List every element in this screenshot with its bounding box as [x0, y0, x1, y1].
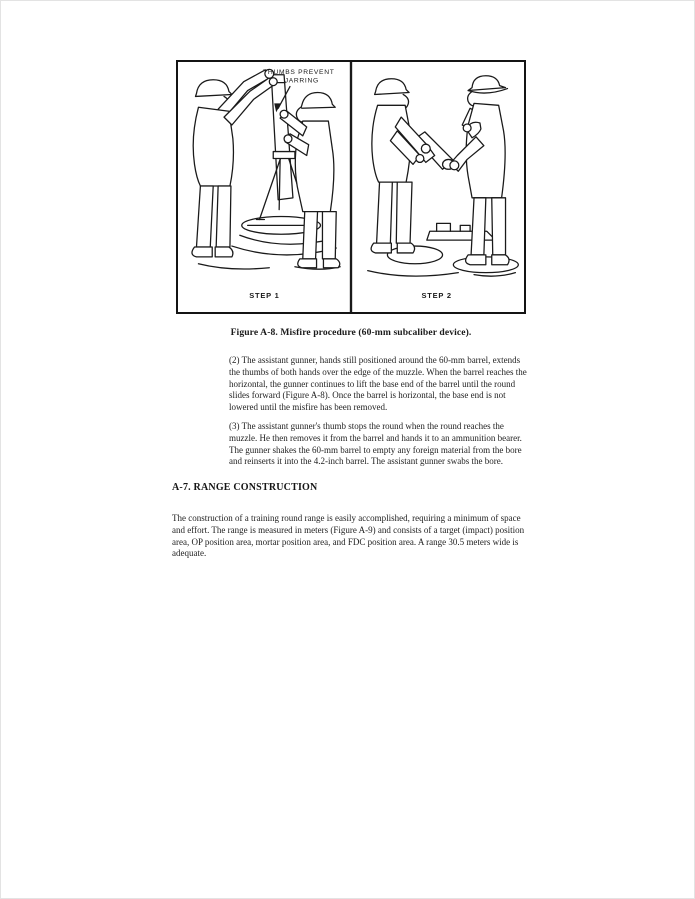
- section-heading-a7: A-7. RANGE CONSTRUCTION: [172, 482, 318, 493]
- step1-label: STEP 1: [249, 291, 280, 301]
- misfire-procedure-illustration: [178, 62, 524, 312]
- step2-label: STEP 2: [421, 291, 452, 301]
- annotation-thumbs-prevent: THUMBS PREVENT: [263, 68, 335, 76]
- step1-illustration: [192, 69, 340, 269]
- annotation-jarring: JARRING: [284, 77, 319, 85]
- figure-caption: Figure A-8. Misfire procedure (60-mm subcaliber device).: [230, 327, 472, 338]
- section-paragraph: The construction of a training round range is easily accomplished, requiring a minimum of space and effort. The range is measured in meters (Figure A-9) and consists of a target (impact) position area, OP position area, mortar position area, and FDC position area. A range 30.5 meters wide is adequate.: [172, 513, 525, 559]
- step2-illustration: [368, 76, 519, 276]
- figure-a8-image: [176, 60, 526, 314]
- paragraph-2: (2) The assistant gunner, hands still positioned around the 60-mm barrel, extends the thumbs of both hands over the edge of the muzzle. When the barrel reaches the horizontal, the gunner continues to lift the base end of the barrel until the round slides forward (Figure A-8). Once the barrel is horizontal, the base end is not lowered until the misfire has been removed.: [229, 355, 527, 413]
- paragraph-3: (3) The assistant gunner's thumb stops the round when the round reaches the muzzle. He then removes it from the barrel and hands it to an ammunition bearer. The gunner shakes the 60-mm barrel to empty any foreign material from the bore and reinserts it into the 4.2-inch barrel. The assistant gunner swabs the bore.: [229, 421, 522, 467]
